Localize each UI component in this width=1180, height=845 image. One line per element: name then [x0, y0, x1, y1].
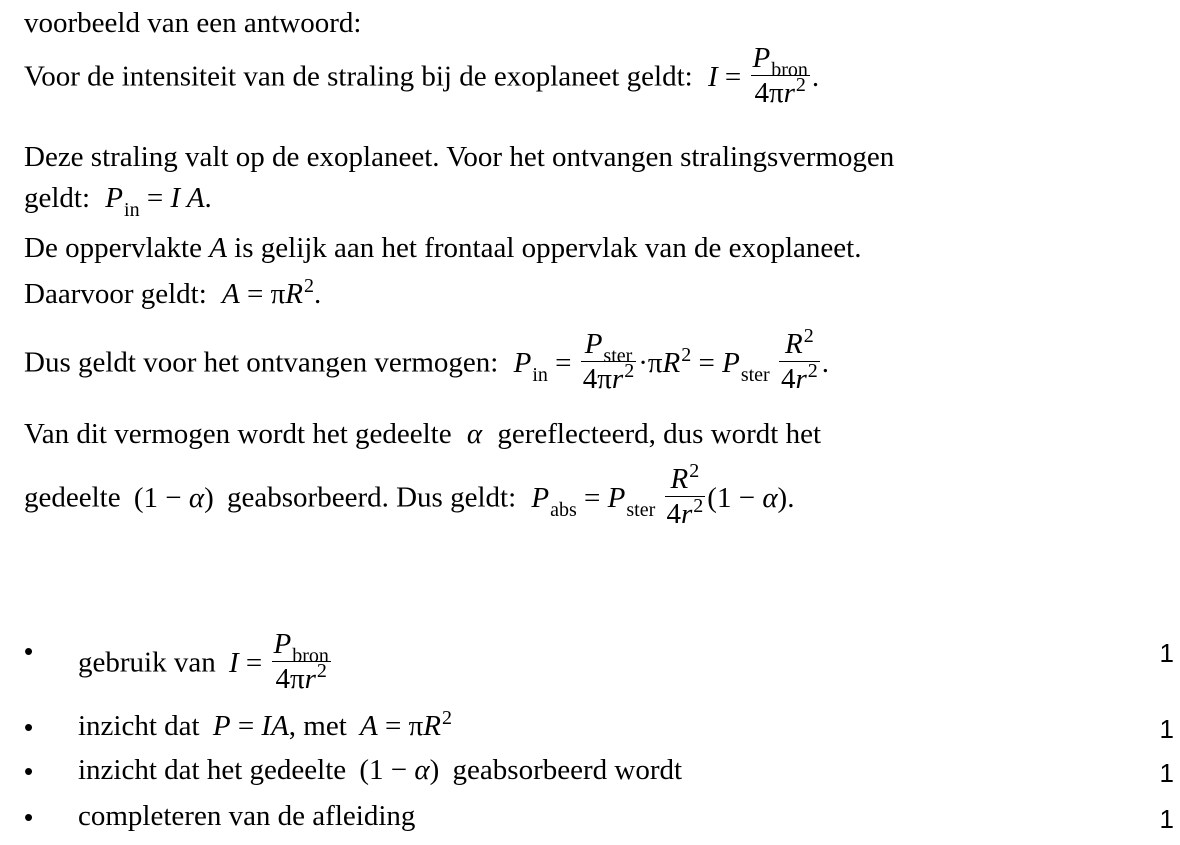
area-label: Daarvoor geldt:: [24, 278, 207, 310]
received-power-derivation: [24, 325, 830, 398]
bullet-icon: •: [24, 712, 34, 742]
absorption-formula: $P_{abs} = P_{ster}$ $\frac{R^2}{4r^2}$ (1 − α).: [531, 460, 795, 531]
bullet-icon: •: [24, 802, 34, 832]
criterion-text: inzicht dat P = IA, met $A = \pi R^2$: [78, 707, 452, 742]
reflection-text-b: gereflecteerd, dus wordt het: [497, 418, 822, 450]
intensity-text: Voor de intensiteit van de straling bij de exoplaneet geldt:: [24, 60, 693, 93]
area-formula: $A = \pi R^2$.: [222, 275, 322, 310]
criterion-score: 1: [1159, 714, 1174, 744]
intensity-paragraph: [24, 42, 820, 112]
area-line-1: De oppervlakte A is gelijk aan het frontaal oppervlak van de exoplaneet.: [24, 232, 862, 264]
received-power-label: geldt:: [24, 182, 91, 214]
absorption-text-b: geabsorbeerd. Dus geldt:: [227, 481, 517, 514]
bullet-icon: •: [24, 756, 34, 786]
bullet-icon: •: [24, 636, 34, 666]
criterion-item: [24, 754, 1174, 790]
criterion-score: 1: [1159, 638, 1174, 668]
received-power-line-2: [24, 182, 212, 221]
criterion-score: 1: [1159, 758, 1174, 788]
reflection-text-a: Van dit vermogen wordt het gedeelte: [24, 418, 452, 450]
criterion-text: inzicht dat het gedeelte (1 − α) geabsorbeerd wordt: [78, 754, 683, 786]
area-text-b: is gelijk aan het frontaal oppervlak van de exoplaneet.: [234, 232, 862, 264]
absorption-line: gedeelte (1 − α) geabsorbeerd. Dus geldt: $P_{abs} = P_{ster}$ $\frac{R^2}{4r^2}$ (1 − α).: [24, 460, 795, 531]
criterion-text: completeren van de afleiding: [78, 800, 416, 832]
heading: voorbeeld van een antwoord:: [24, 7, 362, 39]
criterion-item: [24, 800, 1174, 836]
criterion-score: 1: [1159, 804, 1174, 834]
criterion-item: [24, 707, 1174, 746]
intensity-fraction: $\frac{P_{bron}}{4\pi r^2}$: [752, 42, 808, 110]
absorption-text-a: gedeelte: [24, 481, 121, 514]
area-text-a: De oppervlakte: [24, 232, 202, 264]
area-line-2: [24, 275, 322, 310]
received-power-derivation-text: Dus geldt voor het ontvangen vermogen:: [24, 346, 499, 379]
reflection-line-1: Van dit vermogen wordt het gedeelte α gereflecteerd, dus wordt het: [24, 418, 822, 450]
received-power-formula: $P_{in} = I$ A.: [105, 182, 212, 221]
received-power-derivation-formula: $P_{in}$ = $\frac{P_{ster}}{4\pi r^2}$ $\cdot\pi R^2 = P_{ster}$ $\frac{R^2}{4r^2}$ .: [513, 325, 830, 396]
received-power-line-1: Deze straling valt op de exoplaneet. Voor het ontvangen stralingsvermogen: [24, 141, 895, 173]
criterion-item: [24, 614, 1174, 694]
intensity-formula: I = $\frac{P_{bron}}{4\pi r^2}$ .: [707, 42, 820, 110]
criterion-text: gebruik van I = $\frac{P_{bron}}{4\pi r^2}$: [78, 628, 329, 696]
